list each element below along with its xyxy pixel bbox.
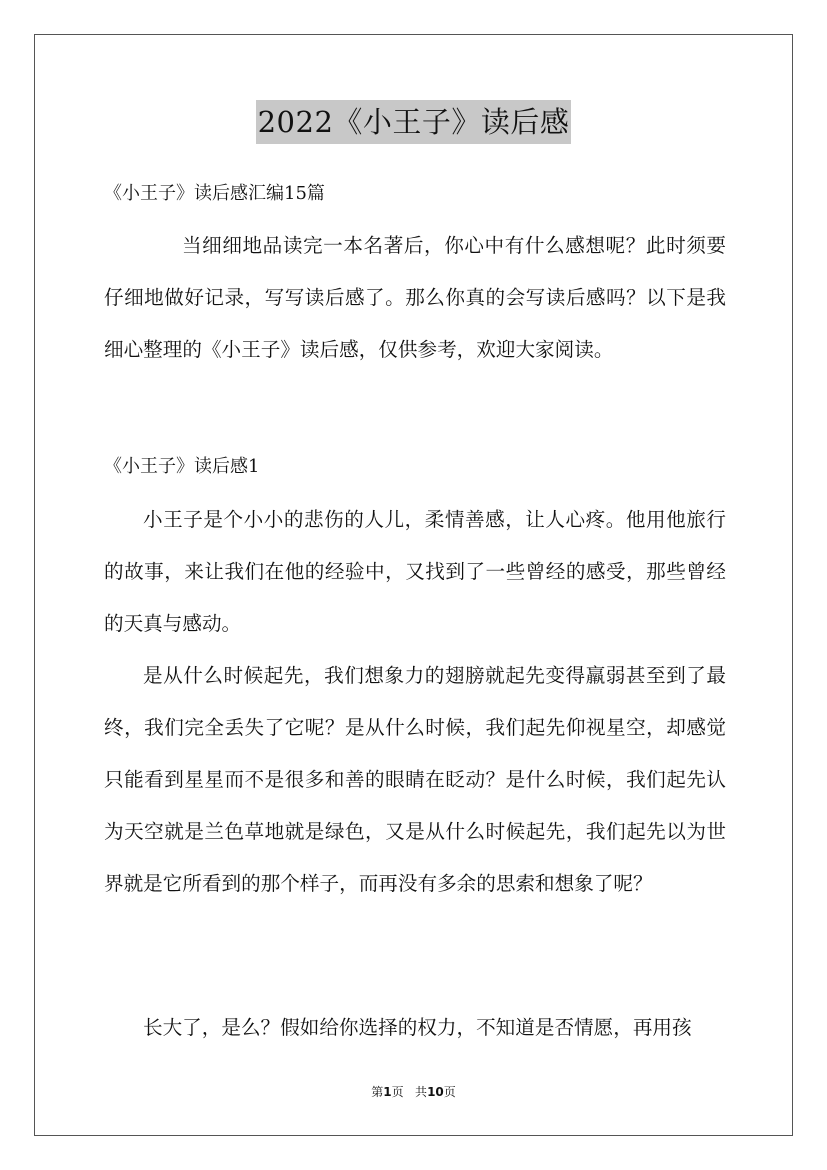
footer-total-prefix: 共	[415, 1085, 428, 1099]
footer-total-pages: 10	[427, 1085, 444, 1099]
body-paragraph-1: 小王子是个小小的悲伤的人儿，柔情善感，让人心疼。他用他旅行的故事，来让我们在他的经验中，又找到了一些曾经的感受，那些曾经的天真与感动。	[104, 508, 726, 635]
page-footer	[0, 1083, 827, 1100]
footer-page-label: 页	[391, 1085, 404, 1099]
body-paragraph-3: 长大了，是么？假如给你选择的权力，不知道是否情愿，再用孩	[143, 1016, 692, 1039]
intro-paragraph: 当细细地品读完一本名著后，你心中有什么感想呢？此时须要仔细地做好记录，写写读后感了。那么你真的会写读后感吗？以下是我细心整理的《小王子》读后感，仅供参考，欢迎大家阅读。	[104, 234, 726, 361]
document-subtitle: 《小王子》读后感汇编15篇	[104, 183, 325, 204]
footer-total-label: 页	[443, 1085, 456, 1099]
footer-page-prefix: 第	[371, 1085, 384, 1099]
title-container	[0, 100, 827, 144]
body-paragraph-2: 是从什么时候起先，我们想象力的翅膀就起先变得羸弱甚至到了最终，我们完全丢失了它呢？是从什么时候，我们起先仰视星空，却感觉只能看到星星而不是很多和善的眼睛在眨动？是什么时候，我们起先认为天空就是兰色草地就是绿色，又是从什么时候起先，我们起先以为世界就是它所看到的那个样子，而再没有多余的思索和想象了呢？	[104, 664, 726, 895]
footer-page-number: 1	[383, 1085, 392, 1099]
section-heading: 《小王子》读后感1	[104, 456, 260, 477]
document-title: 2022《小王子》读后感	[256, 100, 572, 144]
